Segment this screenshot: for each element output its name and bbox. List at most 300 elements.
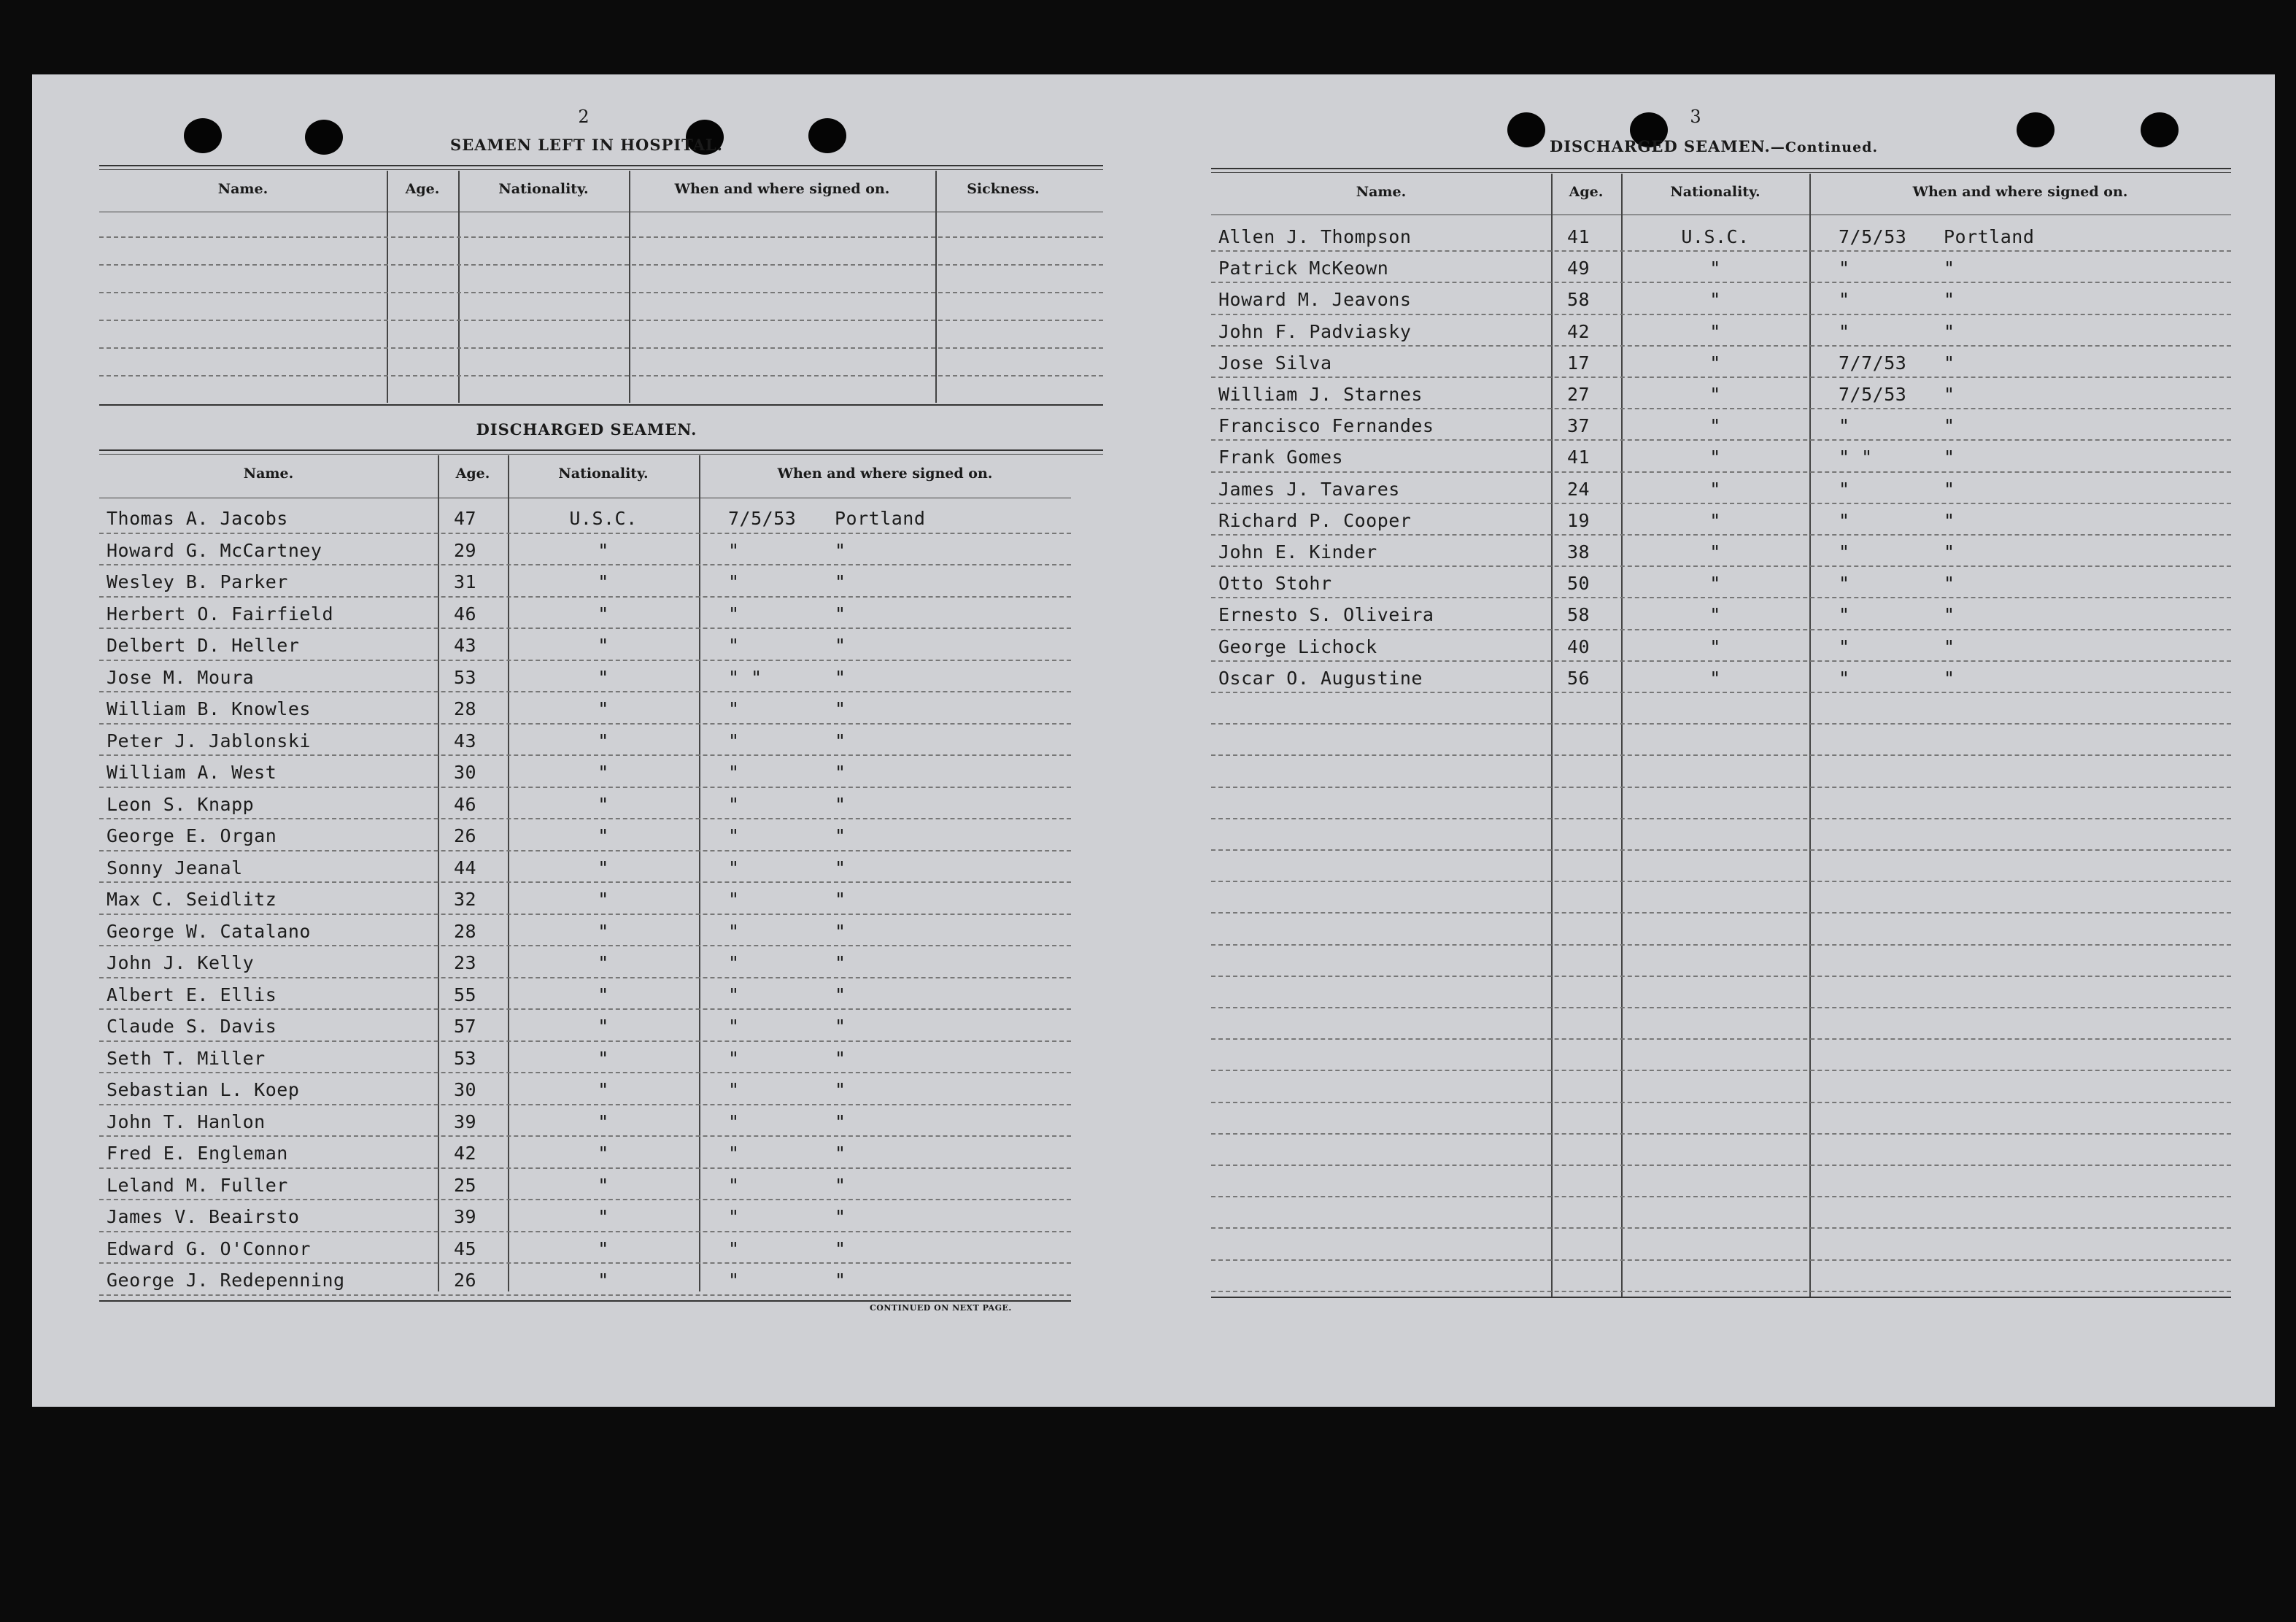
signed-on-date: " (1839, 258, 1850, 279)
row-line (99, 1294, 1071, 1296)
seaman-nationality: " (598, 571, 609, 592)
seaman-nationality: " (598, 857, 609, 878)
seaman-nationality: " (598, 1047, 609, 1069)
signed-on-place: Portland (1944, 226, 2035, 247)
seaman-age: 43 (454, 730, 477, 752)
column-header: Nationality. (498, 181, 589, 197)
seaman-age: 38 (1567, 541, 1590, 563)
seaman-nationality: U.S.C. (1681, 226, 1750, 247)
signed-on-place: " (1944, 478, 1955, 500)
seaman-nationality: " (598, 603, 609, 625)
row-line (99, 787, 1071, 788)
seaman-name: Claude S. Davis (107, 1016, 277, 1037)
seaman-name: Howard G. McCartney (107, 539, 322, 561)
signed-on-place: " (1944, 352, 1955, 374)
signed-on-date: " (728, 603, 740, 625)
signed-on-place: " (835, 952, 846, 973)
signed-on-place: " (835, 889, 846, 910)
rule (1211, 168, 2231, 169)
signed-on-date: " (728, 825, 740, 846)
row-line (1211, 282, 2231, 283)
seaman-nationality: " (1709, 320, 1721, 342)
row-line (99, 1167, 1071, 1169)
signed-on-date: " (728, 793, 740, 815)
seaman-name: Max C. Seidlitz (107, 889, 277, 910)
seaman-age: 31 (454, 571, 477, 592)
column-divider (1621, 174, 1623, 1297)
seaman-age: 49 (1567, 258, 1590, 279)
seaman-name: Peter J. Jablonski (107, 730, 311, 752)
signed-on-place: " (835, 762, 846, 783)
signed-on-place: " (835, 603, 846, 625)
seaman-age: 47 (454, 508, 477, 529)
seaman-nationality: " (1709, 352, 1721, 374)
row-line (99, 1008, 1071, 1010)
row-line (99, 1231, 1071, 1232)
row-line (1211, 723, 2231, 725)
row-line (1211, 439, 2231, 441)
row-line (99, 850, 1071, 851)
signed-on-place: " (835, 920, 846, 942)
seaman-nationality: " (1709, 447, 1721, 468)
row-line (1211, 976, 2231, 977)
column-header: Name. (217, 181, 268, 197)
signed-on-place: " (835, 635, 846, 656)
signed-on-place: Portland (835, 508, 926, 529)
seaman-name: Ernesto S. Oliveira (1218, 604, 1434, 626)
bottom-rule (1211, 1297, 2231, 1298)
seaman-nationality: " (598, 1206, 609, 1227)
signed-on-place: " (1944, 320, 1955, 342)
seaman-name: Sebastian L. Koep (107, 1079, 300, 1100)
signed-on-date: " (728, 762, 740, 783)
signed-on-date: " (728, 920, 740, 942)
signed-on-date: " (1839, 289, 1850, 311)
row-line (1211, 345, 2231, 347)
signed-on-place: " (835, 1270, 846, 1291)
seaman-nationality: " (598, 635, 609, 656)
seaman-age: 25 (454, 1174, 477, 1196)
row-line (1211, 1291, 2231, 1292)
seaman-age: 26 (454, 1270, 477, 1291)
column-header: Age. (455, 466, 490, 482)
punch-hole (184, 118, 222, 153)
seaman-name: George J. Redepenning (107, 1270, 345, 1291)
seaman-nationality: " (598, 984, 609, 1005)
seaman-age: 43 (454, 635, 477, 656)
seaman-age: 28 (454, 698, 477, 719)
seaman-age: 19 (1567, 509, 1590, 531)
seaman-name: John E. Kinder (1218, 541, 1377, 563)
seaman-nationality: " (598, 1174, 609, 1196)
rule (99, 404, 1103, 406)
signed-on-place: " (835, 539, 846, 561)
row-line (1211, 881, 2231, 882)
row-line (1211, 1227, 2231, 1229)
signed-on-date: " (728, 857, 740, 878)
row-line (99, 977, 1071, 978)
row-line (1211, 1102, 2231, 1103)
column-header: Nationality. (558, 466, 649, 482)
signed-on-date: 7/5/53 (1839, 384, 1907, 405)
row-line (1211, 787, 2231, 788)
column-header: Name. (243, 466, 294, 482)
row-line (99, 818, 1071, 819)
rule (99, 169, 1103, 170)
seaman-age: 41 (1567, 447, 1590, 468)
seaman-name: Delbert D. Heller (107, 635, 300, 656)
seaman-age: 45 (454, 1237, 477, 1259)
signed-on-date: " (728, 539, 740, 561)
signed-on-place: " (835, 730, 846, 752)
row-line (99, 292, 1103, 293)
page-number: 3 (1690, 107, 1701, 127)
signed-on-date: " (728, 889, 740, 910)
row-line (99, 723, 1071, 725)
signed-on-date: " (728, 1174, 740, 1196)
column-header: When and where signed on. (777, 466, 993, 482)
row-line (1211, 314, 2231, 315)
signed-on-date: " (1839, 573, 1850, 595)
row-line (99, 1072, 1071, 1073)
signed-on-date: " (728, 698, 740, 719)
signed-on-date: " (728, 1047, 740, 1069)
column-header: When and where signed on. (674, 181, 890, 197)
seaman-age: 23 (454, 952, 477, 973)
seaman-name: Howard M. Jeavons (1218, 289, 1412, 311)
seaman-nationality: " (598, 920, 609, 942)
row-line (1211, 597, 2231, 598)
seaman-age: 55 (454, 984, 477, 1005)
signed-on-place: " (1944, 258, 1955, 279)
signed-on-date: " (728, 571, 740, 592)
seaman-age: 46 (454, 793, 477, 815)
row-line (99, 347, 1103, 349)
seaman-name: Patrick McKeown (1218, 258, 1389, 279)
title-main: DISCHARGED SEAMEN. (1550, 137, 1771, 155)
seaman-age: 58 (1567, 289, 1590, 311)
seaman-name: Sonny Jeanal (107, 857, 243, 878)
column-header: Name. (1356, 184, 1407, 200)
row-line (99, 945, 1071, 946)
signed-on-date: " (728, 1237, 740, 1259)
row-line (99, 1199, 1071, 1200)
row-line (99, 914, 1071, 915)
discharged-section-title: DISCHARGED SEAMEN. (476, 420, 697, 439)
signed-on-place: " (835, 984, 846, 1005)
seaman-nationality: " (1709, 258, 1721, 279)
continued-note: CONTINUED ON NEXT PAGE. (870, 1303, 1012, 1313)
signed-on-place: " (835, 1174, 846, 1196)
signed-on-date: " (728, 1111, 740, 1132)
seaman-nationality: " (1709, 289, 1721, 311)
seaman-nationality: " (598, 952, 609, 973)
seaman-age: 41 (1567, 226, 1590, 247)
seaman-name: Fred E. Engleman (107, 1143, 288, 1164)
signed-on-place: " (835, 666, 846, 688)
column-divider (438, 455, 439, 1291)
row-line (99, 627, 1071, 629)
signed-on-place: " (835, 698, 846, 719)
row-line (99, 533, 1071, 534)
continued-section-title (1550, 137, 1879, 155)
seaman-age: 40 (1567, 636, 1590, 657)
seaman-name: Jose M. Moura (107, 666, 255, 688)
seaman-age: 58 (1567, 604, 1590, 626)
seaman-name: Otto Stohr (1218, 573, 1332, 595)
row-line (1211, 944, 2231, 946)
column-divider (458, 171, 460, 403)
signed-on-date: 7/5/53 (728, 508, 797, 529)
seaman-nationality: " (598, 730, 609, 752)
signed-on-place: " (1944, 636, 1955, 657)
column-header: Age. (1569, 184, 1604, 200)
signed-on-date: " (1839, 667, 1850, 689)
punch-hole (808, 118, 846, 153)
column-divider (629, 171, 630, 403)
seaman-name: Seth T. Miller (107, 1047, 266, 1069)
seaman-nationality: " (1709, 604, 1721, 626)
signed-on-date: " " (728, 666, 762, 688)
seaman-nationality: " (1709, 478, 1721, 500)
row-line (99, 754, 1071, 756)
signed-on-place: " (1944, 604, 1955, 626)
seaman-nationality: " (598, 1016, 609, 1037)
seaman-age: 24 (1567, 478, 1590, 500)
seaman-name: Edward G. O'Connor (107, 1237, 311, 1259)
row-line (1211, 1038, 2231, 1040)
seaman-age: 27 (1567, 384, 1590, 405)
column-divider (1551, 174, 1553, 1297)
row-line (1211, 1133, 2231, 1135)
row-line (99, 236, 1103, 238)
seaman-nationality: " (1709, 384, 1721, 405)
row-line (1211, 565, 2231, 567)
seaman-nationality: " (598, 1111, 609, 1132)
signed-on-place: " (835, 1111, 846, 1132)
seaman-nationality: " (1709, 415, 1721, 437)
signed-on-date: " (728, 1206, 740, 1227)
row-line (1211, 660, 2231, 662)
signed-on-place: " (835, 1016, 846, 1037)
signed-on-place: " (835, 1237, 846, 1259)
seaman-nationality: " (1709, 541, 1721, 563)
seaman-nationality: " (598, 1143, 609, 1164)
row-line (1211, 629, 2231, 630)
row-line (99, 1135, 1071, 1137)
punch-hole (1507, 112, 1545, 147)
seaman-nationality: " (598, 1079, 609, 1100)
signed-on-date: " " (1839, 447, 1873, 468)
row-line (99, 1262, 1071, 1264)
signed-on-place: " (1944, 667, 1955, 689)
signed-on-date: " (1839, 320, 1850, 342)
seaman-nationality: " (598, 889, 609, 910)
seaman-nationality: " (598, 666, 609, 688)
title-continued: —Continued. (1770, 139, 1879, 155)
signed-on-place: " (835, 1143, 846, 1164)
rule (99, 449, 1103, 451)
row-line (99, 660, 1071, 661)
column-divider (935, 171, 937, 403)
row-line (99, 564, 1071, 565)
rule (1211, 172, 2231, 173)
seaman-age: 42 (1567, 320, 1590, 342)
seaman-name: Jose Silva (1218, 352, 1332, 374)
seaman-age: 57 (454, 1016, 477, 1037)
row-line (99, 375, 1103, 376)
signed-on-date: " (728, 730, 740, 752)
row-line (99, 320, 1103, 321)
row-line (1211, 1007, 2231, 1008)
seaman-name: Thomas A. Jacobs (107, 508, 288, 529)
seaman-name: Richard P. Cooper (1218, 509, 1412, 531)
seaman-age: 53 (454, 666, 477, 688)
seaman-name: Oscar O. Augustine (1218, 667, 1423, 689)
page-number: 2 (578, 107, 590, 127)
signed-on-place: " (1944, 509, 1955, 531)
seaman-name: Francisco Fernandes (1218, 415, 1434, 437)
row-line (1211, 250, 2231, 252)
signed-on-date: " (1839, 509, 1850, 531)
seaman-name: Allen J. Thompson (1218, 226, 1412, 247)
seaman-age: 44 (454, 857, 477, 878)
row-line (1211, 1196, 2231, 1197)
seaman-name: John J. Kelly (107, 952, 255, 973)
seaman-name: John T. Hanlon (107, 1111, 266, 1132)
seaman-nationality: " (598, 698, 609, 719)
row-line (1211, 912, 2231, 914)
seaman-age: 30 (454, 1079, 477, 1100)
signed-on-date: " (1839, 636, 1850, 657)
seaman-age: 56 (1567, 667, 1590, 689)
seaman-age: 17 (1567, 352, 1590, 374)
row-line (1211, 1165, 2231, 1166)
row-line (99, 691, 1071, 692)
signed-on-date: " (728, 952, 740, 973)
column-header: When and where signed on. (1912, 184, 2128, 200)
column-divider (387, 171, 388, 403)
punch-hole (2141, 112, 2179, 147)
row-line (99, 881, 1071, 883)
row-line (1211, 408, 2231, 409)
seaman-age: 26 (454, 825, 477, 846)
row-line (1211, 754, 2231, 756)
seaman-name: George Lichock (1218, 636, 1377, 657)
row-line (1211, 534, 2231, 536)
signed-on-place: " (1944, 289, 1955, 311)
seaman-age: 29 (454, 539, 477, 561)
signed-on-date: " (728, 635, 740, 656)
seaman-nationality: " (1709, 667, 1721, 689)
seaman-name: Herbert O. Fairfield (107, 603, 334, 625)
row-line (1211, 818, 2231, 819)
row-line (99, 596, 1071, 598)
signed-on-date: " (1839, 478, 1850, 500)
hospital-section-title: SEAMEN LEFT IN HOSPITAL. (450, 136, 723, 154)
row-line (1211, 376, 2231, 378)
seaman-name: James V. Beairsto (107, 1206, 300, 1227)
signed-on-place: " (1944, 573, 1955, 595)
seaman-name: William B. Knowles (107, 698, 311, 719)
signed-on-place: " (835, 793, 846, 815)
signed-on-date: 7/7/53 (1839, 352, 1907, 374)
seaman-name: Leland M. Fuller (107, 1174, 288, 1196)
signed-on-date: " (728, 1079, 740, 1100)
seaman-nationality: " (598, 1270, 609, 1291)
seaman-nationality: " (598, 1237, 609, 1259)
seaman-nationality: " (598, 825, 609, 846)
seaman-name: Wesley B. Parker (107, 571, 288, 592)
seaman-name: George E. Organ (107, 825, 277, 846)
seaman-name: William A. West (107, 762, 277, 783)
row-line (1211, 503, 2231, 504)
seaman-name: John F. Padviasky (1218, 320, 1412, 342)
seaman-name: James J. Tavares (1218, 478, 1400, 500)
signed-on-date: " (728, 1016, 740, 1037)
seaman-nationality: " (1709, 509, 1721, 531)
signed-on-place: " (835, 1079, 846, 1100)
row-line (99, 1104, 1071, 1105)
signed-on-date: " (1839, 541, 1850, 563)
seaman-nationality: U.S.C. (569, 508, 638, 529)
column-header: Age. (405, 181, 440, 197)
signed-on-place: " (1944, 384, 1955, 405)
seaman-name: Albert E. Ellis (107, 984, 277, 1005)
signed-on-place: " (835, 1047, 846, 1069)
seaman-name: Frank Gomes (1218, 447, 1344, 468)
seaman-age: 42 (454, 1143, 477, 1164)
row-line (99, 264, 1103, 266)
signed-on-date: 7/5/53 (1839, 226, 1907, 247)
seaman-name: George W. Catalano (107, 920, 311, 942)
signed-on-place: " (835, 1206, 846, 1227)
punch-hole (305, 120, 343, 155)
row-line (1211, 1070, 2231, 1071)
seaman-nationality: " (1709, 573, 1721, 595)
signed-on-place: " (835, 571, 846, 592)
signed-on-place: " (1944, 447, 1955, 468)
seaman-age: 39 (454, 1111, 477, 1132)
rule (99, 454, 1103, 455)
seaman-age: 46 (454, 603, 477, 625)
seaman-nationality: " (598, 762, 609, 783)
row-line (1211, 471, 2231, 473)
seaman-nationality: " (1709, 636, 1721, 657)
seaman-age: 28 (454, 920, 477, 942)
column-divider (1809, 174, 1811, 1297)
signed-on-place: " (835, 825, 846, 846)
seaman-age: 30 (454, 762, 477, 783)
rule (99, 165, 1103, 166)
signed-on-place: " (835, 857, 846, 878)
punch-hole (2017, 112, 2055, 147)
signed-on-place: " (1944, 415, 1955, 437)
row-line (1211, 849, 2231, 851)
column-header: Sickness. (967, 181, 1040, 197)
signed-on-date: " (1839, 604, 1850, 626)
document-page (32, 74, 2275, 1407)
signed-on-date: " (728, 1143, 740, 1164)
seaman-age: 37 (1567, 415, 1590, 437)
seaman-age: 39 (454, 1206, 477, 1227)
seaman-age: 32 (454, 889, 477, 910)
signed-on-place: " (1944, 541, 1955, 563)
seaman-age: 53 (454, 1047, 477, 1069)
seaman-age: 50 (1567, 573, 1590, 595)
column-header: Nationality. (1670, 184, 1760, 200)
seaman-name: William J. Starnes (1218, 384, 1423, 405)
